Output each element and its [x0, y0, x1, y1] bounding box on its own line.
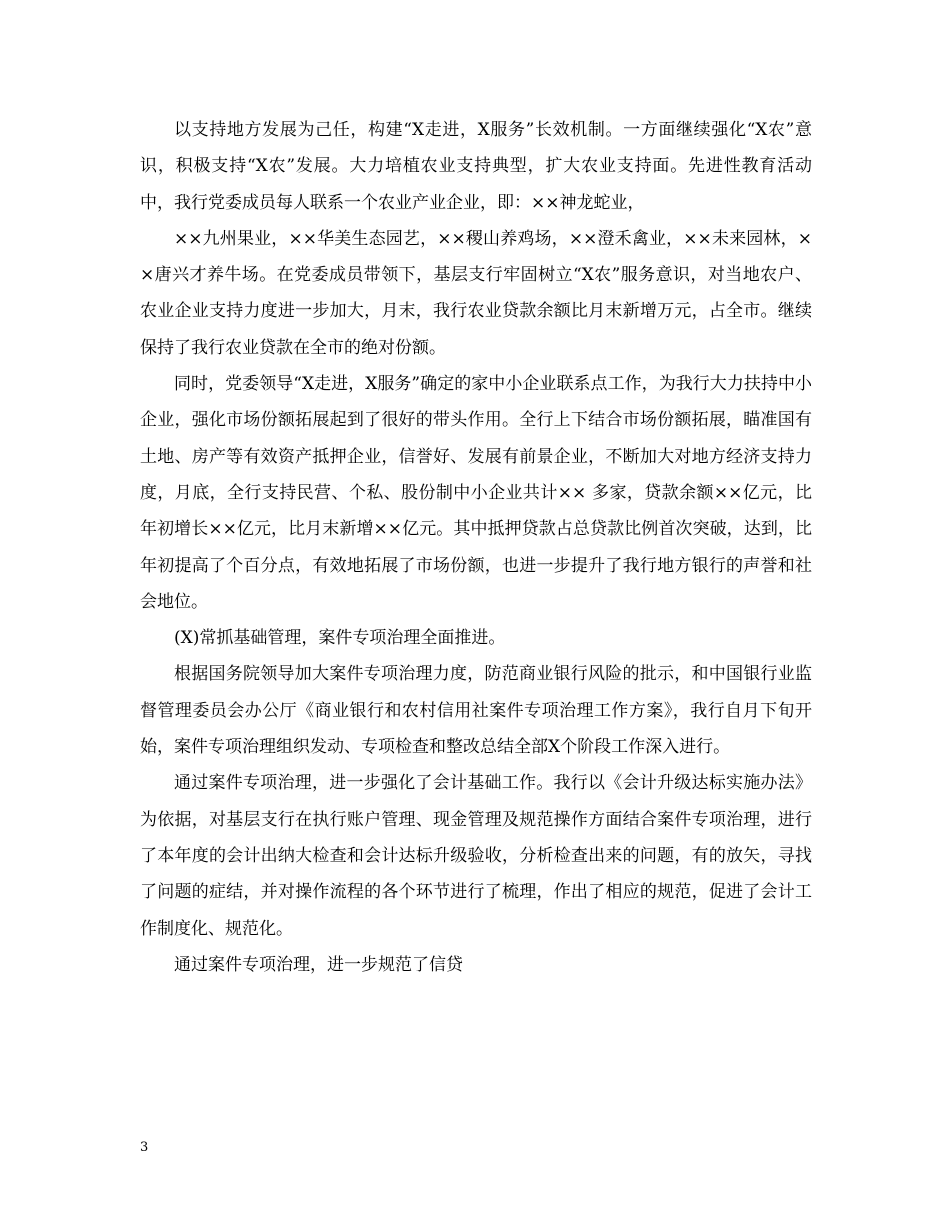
paragraph-3: 同时，党委领导“X走进，X服务”确定的家中小企业联系点工作，为我行大力扶持中小企业，强化市场份额拓展起到了很好的带头作用。全行上下结合市场份额拓展，瞄准国有土地、房产等有效资产抵押企业，信誉好、发展有前景企业，不断加大对地方经济支持力度，月底，全行支持民营、个私、股份制中小企业共计×× 多家，贷款余额××亿元，比年初增长××亿元，比月末新增××亿元。其中抵押贷款占总贷款比例首次突破，达到，比年初提高了个百分点，有效地拓展了市场份额，也进一步提升了我行地方银行的声誉和社会地位。 — [140, 374, 812, 612]
paragraph-2: ××九州果业，××华美生态园艺，××稷山养鸡场，××澄禾禽业，××未来园林，××唐兴才养牛场。在党委成员带领下，基层支行牢固树立“X农”服务意识，对当地农户、农业企业支持力度进一步加大，月末，我行农业贷款余额比月末新增万元，占全市。继续保持了我行农业贷款在全市的绝对份额。 — [140, 228, 812, 358]
paragraph-6: 通过案件专项治理，进一步规范了信贷 — [174, 954, 463, 975]
body-text — [140, 112, 812, 983]
section-heading: (X)常抓基础管理，案件专项治理全面推进。 — [174, 628, 506, 649]
paragraph-1: 以支持地方发展为己任，构建“X走进，X服务”长效机制。一方面继续强化“X农”意识，积极支持“X农”发展。大力培植农业支持典型，扩大农业支持面。先进性教育活动中，我行党委成员每人联系一个农业产业企业，即：××神龙蛇业， — [140, 120, 812, 213]
paragraph-5: 通过案件专项治理，进一步强化了会计基础工作。我行以《会计升级达标实施办法》为依据，对基层支行在执行账户管理、现金管理及规范操作方面结合案件专项治理，进行了本年度的会计出纳大检查和会计达标升级验收，分析检查出来的问题，有的放矢，寻找了问题的症结，并对操作流程的各个环节进行了梳理，作出了相应的规范，促进了会计工作制度化、规范化。 — [140, 773, 812, 939]
paragraph-4: 根据国务院领导加大案件专项治理力度，防范商业银行风险的批示，和中国银行业监督管理委员会办公厅《商业银行和农村信用社案件专项治理工作方案》，我行自月下旬开始，案件专项治理组织发动、专项检查和整改总结全部X个阶段工作深入进行。 — [140, 664, 812, 758]
page-number: 3 — [140, 1140, 149, 1155]
